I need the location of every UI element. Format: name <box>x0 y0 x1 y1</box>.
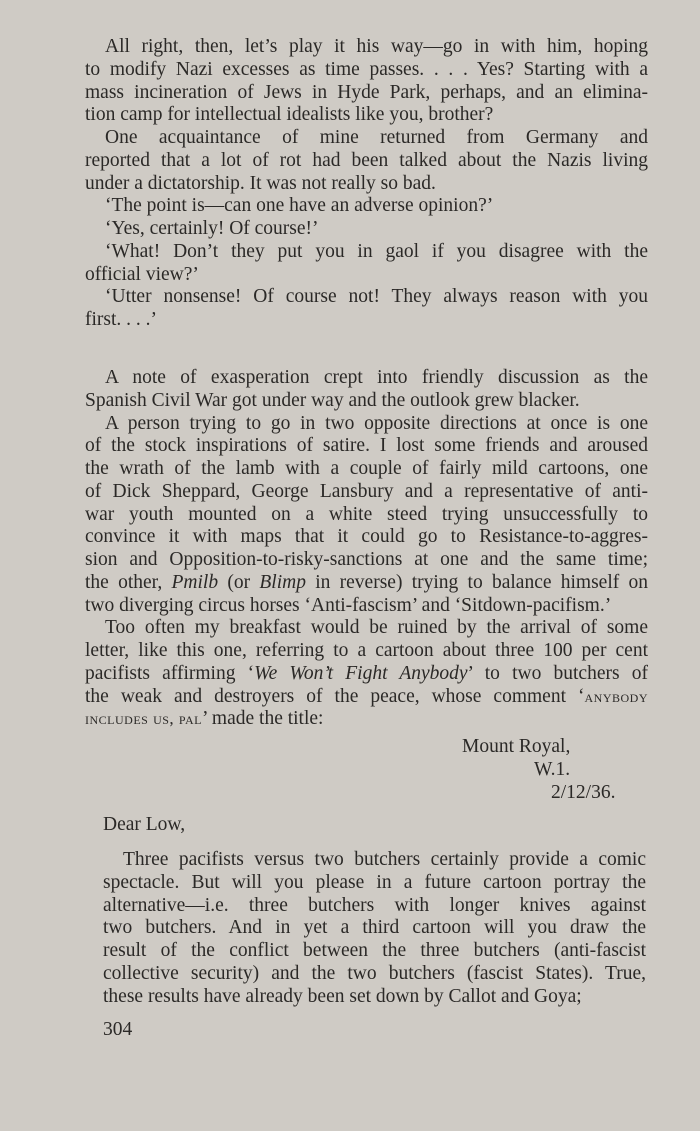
paragraph <box>85 413 648 618</box>
paragraph <box>103 849 646 1009</box>
text-line: alternative—i.e. three butchers with longer knives against <box>103 894 646 916</box>
text-line: One acquaintance of mine returned from Germany and <box>105 127 648 148</box>
text-segment: ’ made the title: <box>202 708 324 730</box>
italic-text: We Won’t Fight Anybody <box>254 662 468 684</box>
text-line: reported that a lot of rot had been talked about the Nazis living <box>85 149 648 171</box>
italic-text: Pmilb <box>171 571 219 593</box>
text-line: the wrath of the lamb with a couple of fairly mild cartoons, one <box>85 458 648 479</box>
text-line: letter, like this one, referring to a cartoon about three 100 per cent <box>85 640 648 661</box>
text-line: mass incineration of Jews in Hyde Park, perhaps, and an elimina- <box>85 81 648 103</box>
letter-date: 2/12/36. <box>551 782 616 803</box>
text-line <box>85 572 648 595</box>
small-caps-text: anybody <box>584 686 648 706</box>
text-segment: the other, <box>85 571 172 593</box>
text-line: of Dick Sheppard, George Lansbury and a representative of anti- <box>85 480 648 502</box>
text-line: collective security) and the two butchers (fascist States). True, <box>103 962 646 984</box>
page-number: 304 <box>103 1019 133 1040</box>
letter-address-line-1: Mount Royal, <box>462 736 571 757</box>
text-line: ‘Utter nonsense! Of course not! They always reason with you <box>105 286 648 308</box>
text-line: war youth mounted on a white steed trying unsuccessfully to <box>85 503 648 525</box>
text-line <box>85 663 648 686</box>
text-line: spectacle. But will you please in a future cartoon portray the <box>103 871 646 893</box>
section-2-text <box>85 367 648 731</box>
paragraph <box>85 241 648 287</box>
paragraph <box>85 367 648 413</box>
text-segment: in reverse) trying to balance himself on <box>305 571 649 593</box>
text-segment: (or <box>218 571 260 593</box>
text-line: first. . . .’ <box>85 309 158 330</box>
letter-body <box>103 849 646 1009</box>
text-line: two diverging circus horses ‘Anti-fascism’ and ‘Sitdown-pacifism.’ <box>85 594 612 616</box>
text-line: All right, then, let’s play it his way—go in with him, hoping <box>105 36 648 57</box>
text-line: convince it with maps that it could go to Resistance-to-aggres- <box>85 526 648 548</box>
text-line: Spanish Civil War got under way and the outlook grew blacker. <box>85 389 580 411</box>
small-caps-text: includes us, pal <box>85 709 202 729</box>
text-line: sion and Opposition-to-risky-sanctions at one and the same time; <box>85 549 648 570</box>
paragraph <box>85 36 648 127</box>
text-line: ‘What! Don’t they put you in gaol if you disagree with the <box>105 240 648 262</box>
text-segment: the weak and destroyers of the peace, whose comment ‘ <box>85 685 585 707</box>
paragraph <box>85 195 648 218</box>
paragraph <box>85 286 648 332</box>
letter-salutation: Dear Low, <box>103 814 186 835</box>
text-line: ‘The point is—can one have an adverse opinion?’ <box>105 195 494 217</box>
text-line: official view?’ <box>85 263 199 285</box>
text-line: Three pacifists versus two butchers certainly provide a comic <box>123 849 646 870</box>
paragraph <box>85 127 648 195</box>
italic-text: Blimp <box>259 571 306 593</box>
text-line <box>85 686 648 709</box>
text-line: of the stock inspirations of satire. I lost some friends and aroused <box>85 435 648 457</box>
text-line <box>85 708 648 731</box>
text-line: to modify Nazi excesses as time passes. . . . Yes? Starting with a <box>85 58 648 80</box>
text-segment: ’ to two butchers of <box>467 662 648 684</box>
text-line: tion camp for intellectual idealists like you, brother? <box>85 104 494 126</box>
section-1-text <box>85 36 648 332</box>
text-line: A note of exasperation crept into friendly discussion as the <box>105 367 648 388</box>
letter-address-line-2: W.1. <box>534 759 571 780</box>
text-line: A person trying to go in two opposite directions at once is one <box>105 412 648 434</box>
paragraph <box>85 218 648 241</box>
text-line: Too often my breakfast would be ruined by the arrival of some <box>105 617 648 639</box>
paragraph <box>85 617 648 731</box>
text-line: result of the conflict between the three butchers (anti-fascist <box>103 940 646 962</box>
text-line: under a dictatorship. It was not really so bad. <box>85 172 436 194</box>
text-line: these results have already been set down by Callot and Goya; <box>103 985 582 1007</box>
text-line: two butchers. And in yet a third cartoon will you draw the <box>103 917 646 939</box>
text-segment: pacifists affirming ‘ <box>85 662 255 684</box>
text-line: ‘Yes, certainly! Of course!’ <box>105 218 319 239</box>
